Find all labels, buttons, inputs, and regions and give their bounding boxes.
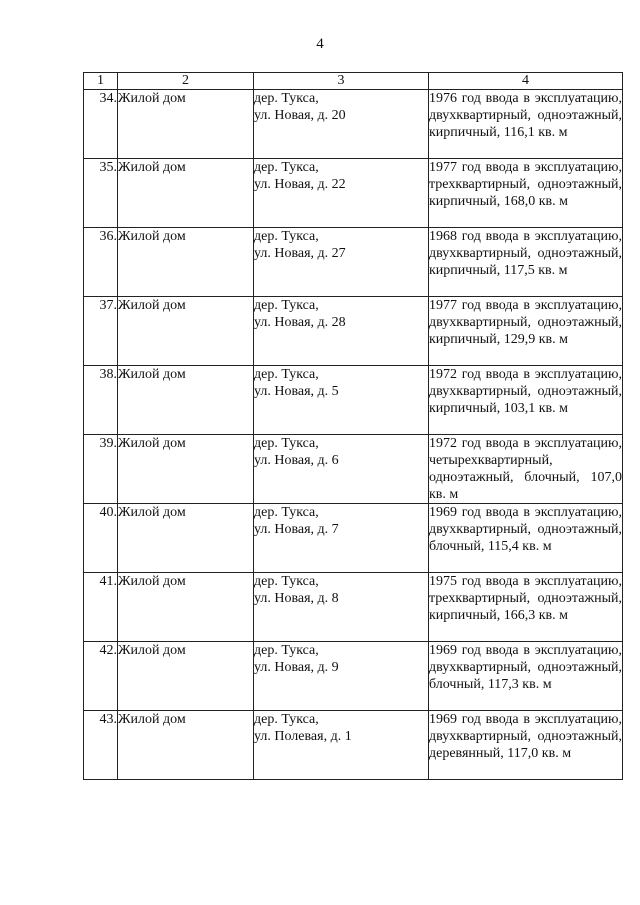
address-line-2: ул. Новая, д. 22 bbox=[254, 177, 346, 192]
table-row bbox=[84, 159, 623, 228]
row-number: 42. bbox=[84, 642, 118, 711]
page-number: 4 bbox=[316, 36, 324, 52]
row-number: 38. bbox=[84, 366, 118, 435]
object-description: 1972 год ввода в эксплуатацию, четырехквартирный, одноэтажный, блочный, 107,0 кв. м bbox=[429, 436, 622, 502]
row-number: 40. bbox=[84, 504, 118, 573]
table-row bbox=[84, 573, 623, 642]
address-line-1: дер. Тукса, bbox=[254, 298, 319, 313]
object-description: 1969 год ввода в эксплуатацию, двухквартирный, одноэтажный, деревянный, 117,0 кв. м bbox=[429, 711, 623, 780]
address-line-1: дер. Тукса, bbox=[254, 505, 319, 520]
object-description: 1969 год ввода в эксплуатацию, двухквартирный, одноэтажный, блочный, 115,4 кв. м bbox=[429, 504, 623, 573]
object-name: Жилой дом bbox=[118, 297, 254, 366]
table-row bbox=[84, 504, 623, 573]
object-address bbox=[254, 504, 429, 573]
row-number: 36. bbox=[84, 228, 118, 297]
table-row bbox=[84, 642, 623, 711]
object-description: 1975 год ввода в эксплуатацию, трехквартирный, одноэтажный, кирпичный, 166,3 кв. м bbox=[429, 573, 623, 642]
address-line-2: ул. Новая, д. 28 bbox=[254, 315, 346, 330]
object-name: Жилой дом bbox=[118, 711, 254, 780]
object-description: 1968 год ввода в эксплуатацию, двухквартирный, одноэтажный, кирпичный, 117,5 кв. м bbox=[429, 228, 623, 297]
column-header-4: 4 bbox=[429, 73, 623, 90]
table-row bbox=[84, 366, 623, 435]
object-address bbox=[254, 228, 429, 297]
object-name: Жилой дом bbox=[118, 90, 254, 159]
address-line-1: дер. Тукса, bbox=[254, 367, 319, 382]
address-line-2: ул. Новая, д. 7 bbox=[254, 522, 339, 537]
table-row bbox=[84, 435, 623, 504]
address-line-2: ул. Новая, д. 8 bbox=[254, 591, 339, 606]
address-line-1: дер. Тукса, bbox=[254, 712, 319, 727]
object-name: Жилой дом bbox=[118, 435, 254, 504]
object-address bbox=[254, 642, 429, 711]
address-line-1: дер. Тукса, bbox=[254, 574, 319, 589]
object-description: 1977 год ввода в эксплуатацию, трехквартирный, одноэтажный, кирпичный, 168,0 кв. м bbox=[429, 159, 623, 228]
object-address bbox=[254, 297, 429, 366]
object-name: Жилой дом bbox=[118, 573, 254, 642]
object-name: Жилой дом bbox=[118, 504, 254, 573]
table-header-row bbox=[84, 73, 623, 90]
row-number: 34. bbox=[84, 90, 118, 159]
object-address bbox=[254, 573, 429, 642]
address-line-2: ул. Новая, д. 9 bbox=[254, 660, 339, 675]
object-description: 1977 год ввода в эксплуатацию, двухквартирный, одноэтажный, кирпичный, 129,9 кв. м bbox=[429, 297, 623, 366]
row-number: 43. bbox=[84, 711, 118, 780]
object-name: Жилой дом bbox=[118, 228, 254, 297]
table-row bbox=[84, 297, 623, 366]
address-line-1: дер. Тукса, bbox=[254, 160, 319, 175]
row-number: 35. bbox=[84, 159, 118, 228]
property-table bbox=[83, 72, 623, 780]
column-header-1: 1 bbox=[84, 73, 118, 90]
column-header-3: 3 bbox=[254, 73, 429, 90]
row-number: 41. bbox=[84, 573, 118, 642]
address-line-2: ул. Новая, д. 20 bbox=[254, 108, 346, 123]
object-description: 1976 год ввода в эксплуатацию, двухквартирный, одноэтажный, кирпичный, 116,1 кв. м bbox=[429, 90, 623, 159]
address-line-1: дер. Тукса, bbox=[254, 229, 319, 244]
object-name: Жилой дом bbox=[118, 642, 254, 711]
object-name: Жилой дом bbox=[118, 366, 254, 435]
object-address bbox=[254, 90, 429, 159]
address-line-2: ул. Новая, д. 6 bbox=[254, 453, 339, 468]
object-description: 1969 год ввода в эксплуатацию, двухквартирный, одноэтажный, блочный, 117,3 кв. м bbox=[429, 642, 623, 711]
object-address bbox=[254, 366, 429, 435]
row-number: 39. bbox=[84, 435, 118, 504]
address-line-2: ул. Полевая, д. 1 bbox=[254, 729, 352, 744]
object-name: Жилой дом bbox=[118, 159, 254, 228]
object-address bbox=[254, 435, 429, 504]
table-row bbox=[84, 90, 623, 159]
column-header-2: 2 bbox=[118, 73, 254, 90]
table-row bbox=[84, 711, 623, 780]
address-line-2: ул. Новая, д. 5 bbox=[254, 384, 339, 399]
address-line-2: ул. Новая, д. 27 bbox=[254, 246, 346, 261]
address-line-1: дер. Тукса, bbox=[254, 91, 319, 106]
address-line-1: дер. Тукса, bbox=[254, 643, 319, 658]
object-address bbox=[254, 159, 429, 228]
table-row bbox=[84, 228, 623, 297]
object-address bbox=[254, 711, 429, 780]
address-line-1: дер. Тукса, bbox=[254, 436, 319, 451]
row-number: 37. bbox=[84, 297, 118, 366]
object-description: 1972 год ввода в эксплуатацию, двухквартирный, одноэтажный, кирпичный, 103,1 кв. м bbox=[429, 366, 623, 435]
